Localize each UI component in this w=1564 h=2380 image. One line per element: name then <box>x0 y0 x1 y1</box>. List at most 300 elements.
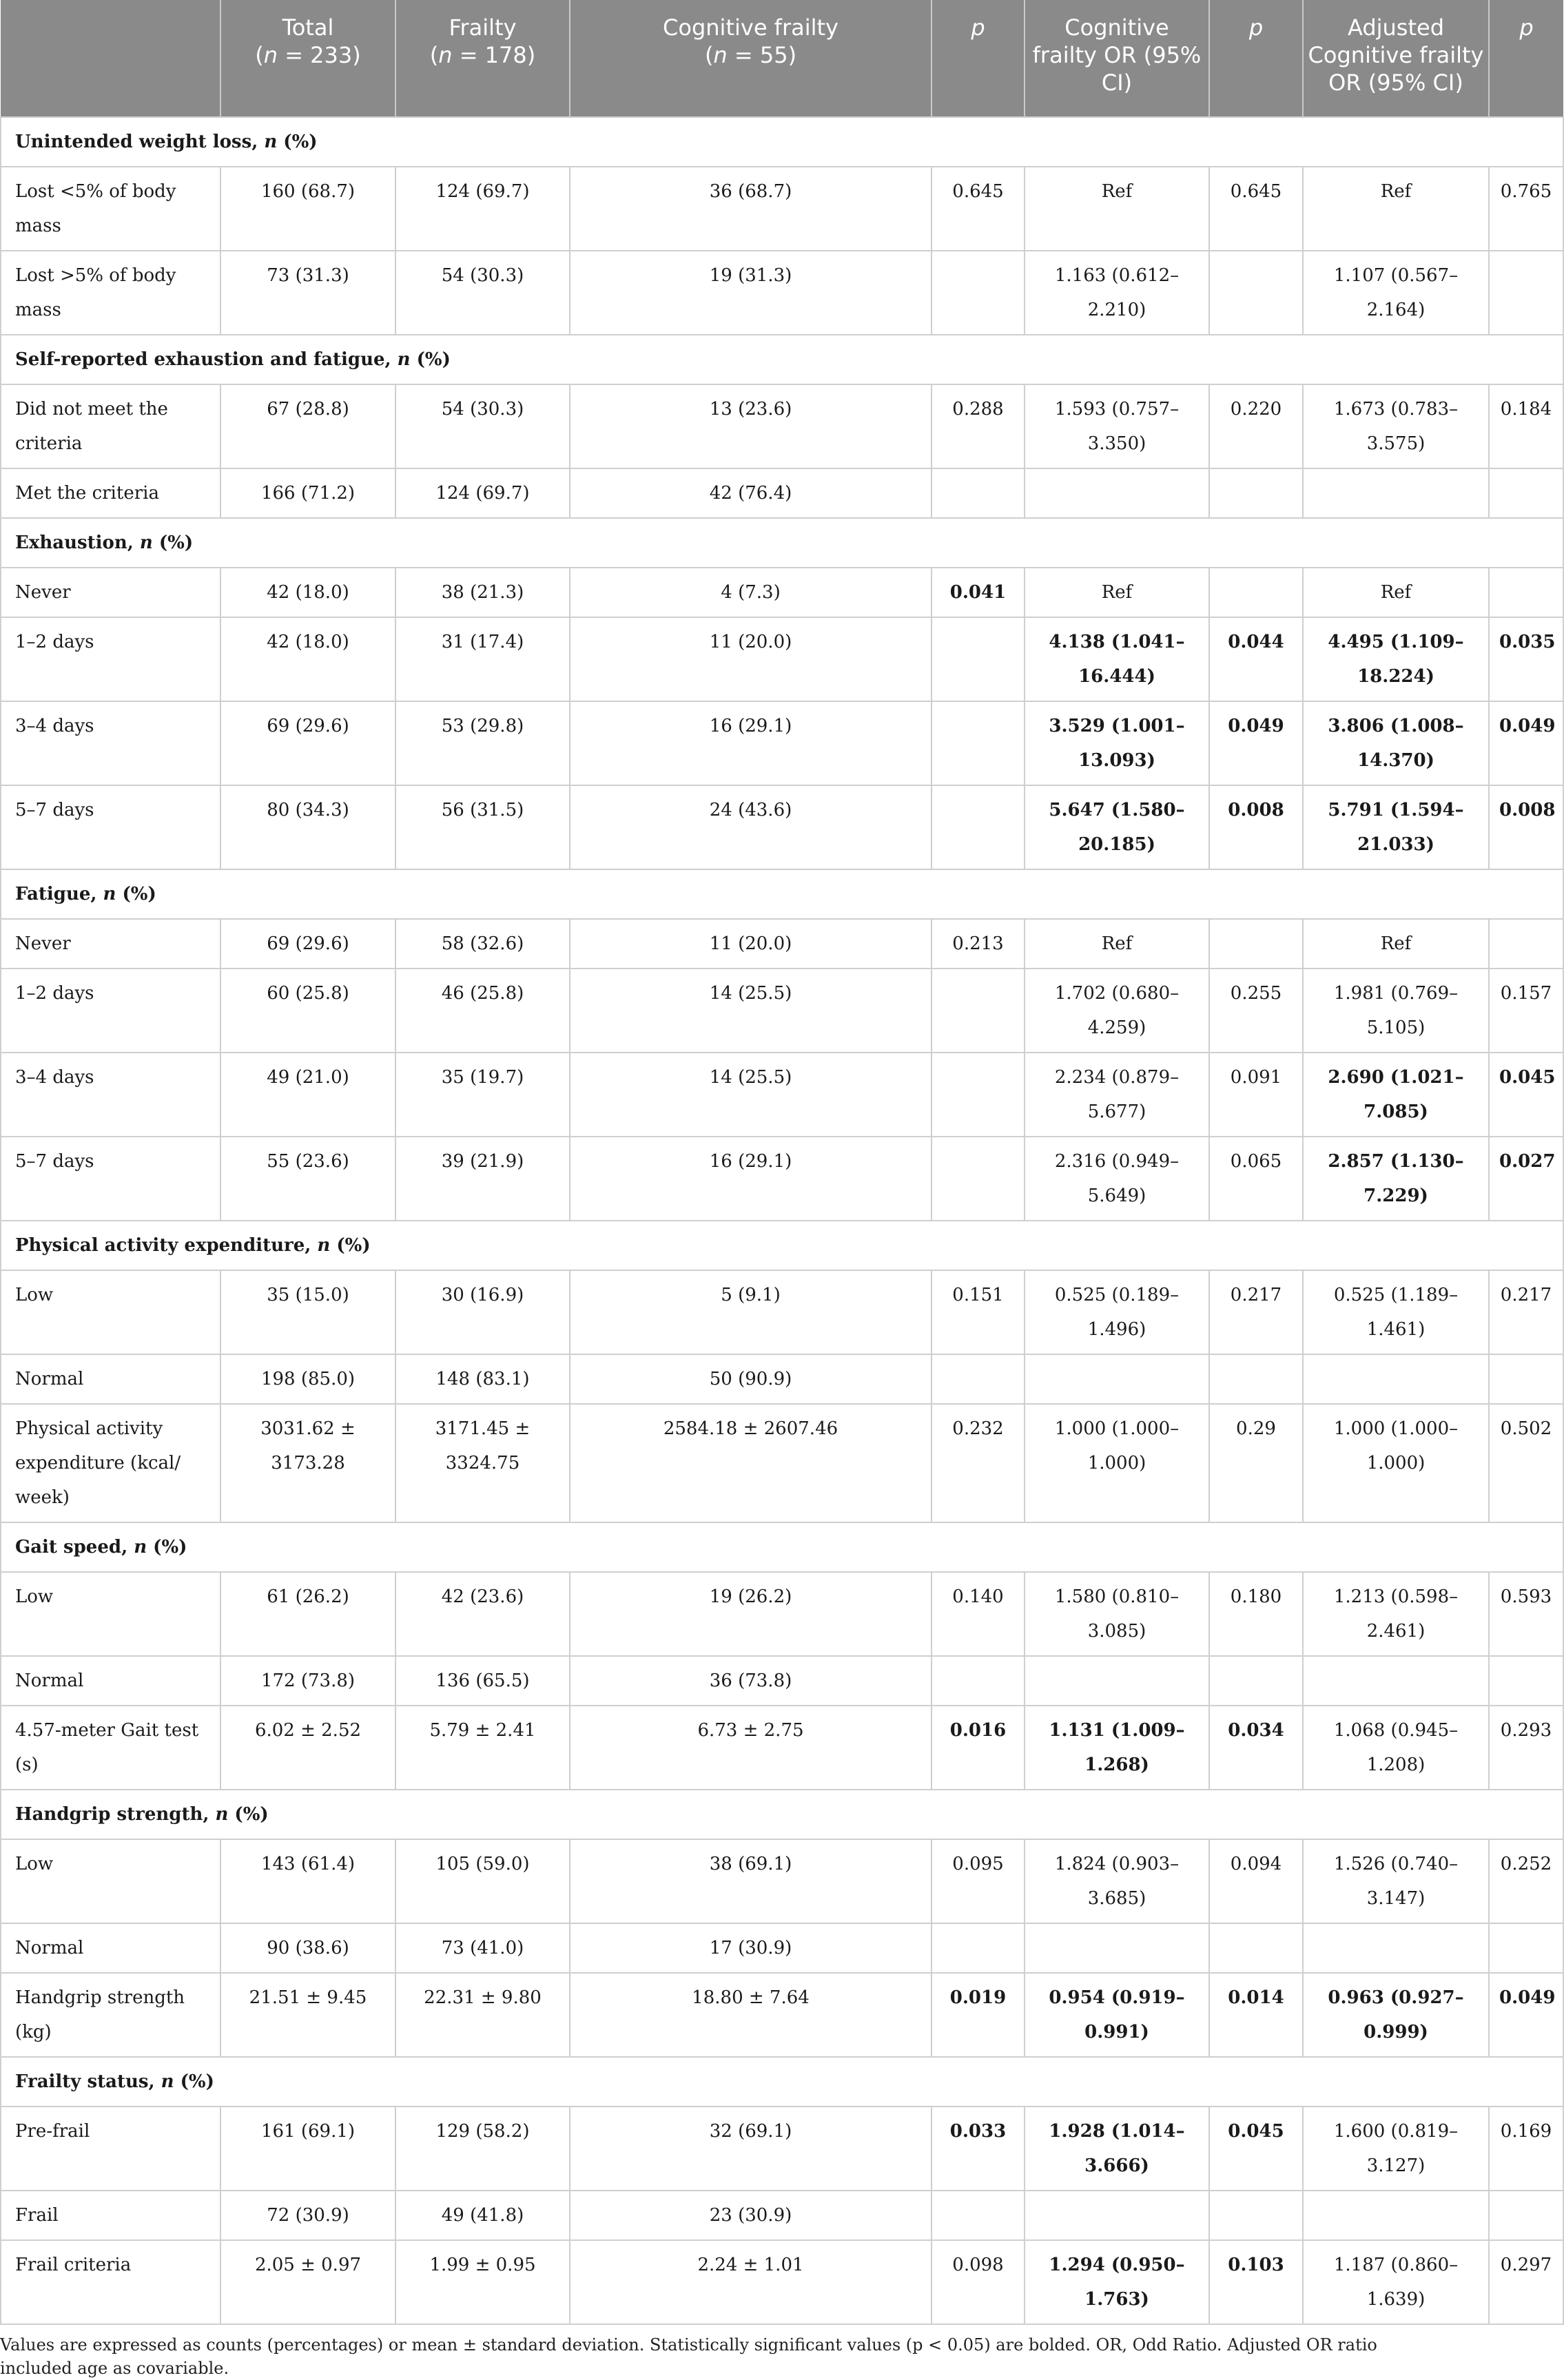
column-header <box>570 0 932 117</box>
cell-or <box>1025 468 1209 518</box>
cell-p2 <box>1209 1354 1303 1404</box>
row-label: Normal <box>1 1923 220 1973</box>
cell-p2 <box>1209 468 1303 518</box>
cell-aor: 1.187 (0.860–1.639) <box>1303 2240 1489 2324</box>
row-label: Frail <box>1 2191 220 2240</box>
cell-frailty: 39 (21.9) <box>395 1137 570 1221</box>
cell-frailty: 54 (30.3) <box>395 251 570 335</box>
row-label: 5–7 days <box>1 785 220 869</box>
cell-cf: 18.80 ± 7.64 <box>570 1973 932 2057</box>
section-header-row <box>1 518 1563 568</box>
row-label: 5–7 days <box>1 1137 220 1221</box>
section-title <box>1 2057 1563 2107</box>
section-header-row <box>1 335 1563 384</box>
column-header <box>395 0 570 117</box>
cell-total: 61 (26.2) <box>220 1572 395 1656</box>
cell-p2: 0.29 <box>1209 1404 1303 1522</box>
cell-aor <box>1303 1656 1489 1706</box>
cell-p3: 0.157 <box>1489 969 1563 1053</box>
cell-frailty: 129 (58.2) <box>395 2107 570 2191</box>
cell-total: 73 (31.3) <box>220 251 395 335</box>
cell-cf: 17 (30.9) <box>570 1923 932 1973</box>
cell-frailty: 49 (41.8) <box>395 2191 570 2240</box>
cell-aor <box>1303 1923 1489 1973</box>
section-header-row <box>1 2057 1563 2107</box>
cell-total: 21.51 ± 9.45 <box>220 1973 395 2057</box>
cell-cf: 19 (26.2) <box>570 1572 932 1656</box>
cell-p3 <box>1489 1656 1563 1706</box>
cell-p2: 0.103 <box>1209 2240 1303 2324</box>
cell-frailty: 105 (59.0) <box>395 1839 570 1923</box>
table-row <box>1 468 1563 518</box>
section-title-part: n <box>139 532 153 553</box>
row-label: 1–2 days <box>1 617 220 701</box>
table-row <box>1 1270 1563 1354</box>
section-title <box>1 1790 1563 1839</box>
cell-or: 2.234 (0.879–5.677) <box>1025 1053 1209 1137</box>
cell-or: 1.824 (0.903–3.685) <box>1025 1839 1209 1923</box>
cell-p: 0.232 <box>932 1404 1025 1522</box>
cell-aor: 2.857 (1.130–7.229) <box>1303 1137 1489 1221</box>
cell-p3: 0.297 <box>1489 2240 1563 2324</box>
column-header <box>1489 0 1563 117</box>
cell-p3: 0.502 <box>1489 1404 1563 1522</box>
cell-aor <box>1303 2191 1489 2240</box>
table-row <box>1 1839 1563 1923</box>
section-title-part: n <box>264 132 278 152</box>
cell-cf: 2584.18 ± 2607.46 <box>570 1404 932 1522</box>
cell-frailty: 73 (41.0) <box>395 1923 570 1973</box>
cell-p3: 0.293 <box>1489 1706 1563 1790</box>
table-row <box>1 167 1563 251</box>
section-title-part: (%) <box>330 1235 371 1256</box>
cell-or: 1.131 (1.009–1.268) <box>1025 1706 1209 1790</box>
cell-frailty: 31 (17.4) <box>395 617 570 701</box>
section-title-part: n <box>161 2071 174 2092</box>
row-label: Low <box>1 1572 220 1656</box>
section-title-part: n <box>317 1235 331 1256</box>
cell-aor: 1.526 (0.740–3.147) <box>1303 1839 1489 1923</box>
section-title <box>1 1522 1563 1572</box>
cell-or: 1.000 (1.000–1.000) <box>1025 1404 1209 1522</box>
cell-frailty: 3171.45 ± 3324.75 <box>395 1404 570 1522</box>
column-header-n: (n = 233) <box>255 42 361 68</box>
cell-total: 60 (25.8) <box>220 969 395 1053</box>
section-header-row <box>1 117 1563 167</box>
section-title-part: Physical activity expenditure, <box>15 1235 318 1256</box>
cell-cf: 16 (29.1) <box>570 701 932 785</box>
column-header <box>1 0 220 117</box>
section-title <box>1 518 1563 568</box>
row-label: 3–4 days <box>1 1053 220 1137</box>
cell-p2: 0.180 <box>1209 1572 1303 1656</box>
cell-p2: 0.049 <box>1209 701 1303 785</box>
cell-or <box>1025 1923 1209 1973</box>
cell-or: 1.702 (0.680–4.259) <box>1025 969 1209 1053</box>
table-row <box>1 1706 1563 1790</box>
table-row <box>1 2240 1563 2324</box>
section-title-part: Exhaustion, <box>15 532 140 553</box>
cell-cf: 42 (76.4) <box>570 468 932 518</box>
cell-p2: 0.045 <box>1209 2107 1303 2191</box>
cell-frailty: 53 (29.8) <box>395 701 570 785</box>
cell-p3 <box>1489 919 1563 969</box>
cell-aor: 1.000 (1.000–1.000) <box>1303 1404 1489 1522</box>
table-row <box>1 919 1563 969</box>
section-title-part: Frailty status, <box>15 2071 161 2092</box>
cell-p2 <box>1209 251 1303 335</box>
row-label: Pre-frail <box>1 2107 220 2191</box>
cell-frailty: 5.79 ± 2.41 <box>395 1706 570 1790</box>
cell-or: 3.529 (1.001–13.093) <box>1025 701 1209 785</box>
cell-p2: 0.008 <box>1209 785 1303 869</box>
cell-cf: 2.24 ± 1.01 <box>570 2240 932 2324</box>
cell-frailty: 124 (69.7) <box>395 468 570 518</box>
cell-frailty: 56 (31.5) <box>395 785 570 869</box>
cell-p3: 0.765 <box>1489 167 1563 251</box>
cell-p3: 0.169 <box>1489 2107 1563 2191</box>
cell-total: 166 (71.2) <box>220 468 395 518</box>
column-header-label: Cognitive frailty OR (95% CI) <box>1032 14 1202 96</box>
table-row <box>1 617 1563 701</box>
cell-or: 1.928 (1.014–3.666) <box>1025 2107 1209 2191</box>
section-title <box>1 117 1563 167</box>
cell-or: 5.647 (1.580–20.185) <box>1025 785 1209 869</box>
cell-p <box>932 1053 1025 1137</box>
section-title-part: (%) <box>116 884 156 904</box>
row-label: Never <box>1 919 220 969</box>
row-label: Normal <box>1 1656 220 1706</box>
cell-cf: 14 (25.5) <box>570 1053 932 1137</box>
cell-p3: 0.252 <box>1489 1839 1563 1923</box>
section-title-part: (%) <box>228 1804 269 1825</box>
cell-or <box>1025 1354 1209 1404</box>
section-title-part: n <box>215 1804 229 1825</box>
cell-or: 4.138 (1.041–16.444) <box>1025 617 1209 701</box>
cell-frailty: 58 (32.6) <box>395 919 570 969</box>
section-title-part: (%) <box>147 1537 187 1558</box>
cell-p2: 0.091 <box>1209 1053 1303 1137</box>
cell-p2 <box>1209 2191 1303 2240</box>
table-row <box>1 1656 1563 1706</box>
cell-aor <box>1303 468 1489 518</box>
table-row <box>1 1053 1563 1137</box>
cell-p3: 0.008 <box>1489 785 1563 869</box>
column-header-label: p <box>971 14 985 41</box>
cell-p2 <box>1209 568 1303 617</box>
cell-p2 <box>1209 919 1303 969</box>
row-label: Lost >5% of body mass <box>1 251 220 335</box>
cell-frailty: 22.31 ± 9.80 <box>395 1973 570 2057</box>
cell-p2: 0.065 <box>1209 1137 1303 1221</box>
cell-or: Ref <box>1025 167 1209 251</box>
cell-total: 69 (29.6) <box>220 919 395 969</box>
cell-total: 55 (23.6) <box>220 1137 395 1221</box>
cell-total: 90 (38.6) <box>220 1923 395 1973</box>
cell-p2: 0.220 <box>1209 384 1303 468</box>
section-title-part: Gait speed, <box>15 1537 134 1558</box>
cell-cf: 6.73 ± 2.75 <box>570 1706 932 1790</box>
column-header <box>220 0 395 117</box>
cell-p3: 0.217 <box>1489 1270 1563 1354</box>
cell-cf: 36 (68.7) <box>570 167 932 251</box>
column-header-label: p <box>1248 14 1264 41</box>
cell-aor: 1.107 (0.567–2.164) <box>1303 251 1489 335</box>
section-title-part: (%) <box>174 2071 214 2092</box>
column-header-n: (n = 55) <box>704 42 797 68</box>
row-label: Did not meet the criteria <box>1 384 220 468</box>
cell-or: 0.954 (0.919–0.991) <box>1025 1973 1209 2057</box>
cell-p3 <box>1489 1923 1563 1973</box>
cell-total: 6.02 ± 2.52 <box>220 1706 395 1790</box>
cell-total: 3031.62 ± 3173.28 <box>220 1404 395 1522</box>
cell-aor: 1.213 (0.598–2.461) <box>1303 1572 1489 1656</box>
cell-aor: 4.495 (1.109–18.224) <box>1303 617 1489 701</box>
cell-total: 160 (68.7) <box>220 167 395 251</box>
cell-p3: 0.027 <box>1489 1137 1563 1221</box>
cell-p: 0.645 <box>932 167 1025 251</box>
table-row <box>1 1572 1563 1656</box>
row-label: 4.57-meter Gait test (s) <box>1 1706 220 1790</box>
cell-p2: 0.034 <box>1209 1706 1303 1790</box>
section-title-part: (%) <box>152 532 194 553</box>
cell-aor <box>1303 1354 1489 1404</box>
table-row <box>1 1923 1563 1973</box>
cell-p: 0.041 <box>932 568 1025 617</box>
table-row <box>1 2107 1563 2191</box>
column-header <box>1209 0 1303 117</box>
cell-p3: 0.184 <box>1489 384 1563 468</box>
cell-p3: 0.049 <box>1489 1973 1563 2057</box>
cell-p: 0.019 <box>932 1973 1025 2057</box>
cell-p <box>932 701 1025 785</box>
row-label: Frail criteria <box>1 2240 220 2324</box>
cell-or: 1.593 (0.757–3.350) <box>1025 384 1209 468</box>
cell-total: 69 (29.6) <box>220 701 395 785</box>
cell-cf: 13 (23.6) <box>570 384 932 468</box>
cell-cf: 11 (20.0) <box>570 919 932 969</box>
cell-or <box>1025 2191 1209 2240</box>
column-header-label: p <box>1519 14 1534 41</box>
cell-total: 42 (18.0) <box>220 568 395 617</box>
cell-total: 2.05 ± 0.97 <box>220 2240 395 2324</box>
cell-aor: 1.673 (0.783–3.575) <box>1303 384 1489 468</box>
cell-cf: 23 (30.9) <box>570 2191 932 2240</box>
cell-p3 <box>1489 1354 1563 1404</box>
cell-aor: 1.981 (0.769–5.105) <box>1303 969 1489 1053</box>
cell-p <box>932 251 1025 335</box>
row-label: Lost <5% of body mass <box>1 167 220 251</box>
table-header-row <box>1 0 1563 117</box>
cell-p <box>932 1354 1025 1404</box>
cell-p3 <box>1489 251 1563 335</box>
cell-p2 <box>1209 1656 1303 1706</box>
cell-total: 67 (28.8) <box>220 384 395 468</box>
cell-or: 1.580 (0.810–3.085) <box>1025 1572 1209 1656</box>
cell-p2: 0.217 <box>1209 1270 1303 1354</box>
section-title-part: Fatigue, <box>15 884 103 904</box>
cell-p2: 0.044 <box>1209 617 1303 701</box>
cell-p: 0.288 <box>932 384 1025 468</box>
cell-p <box>932 1656 1025 1706</box>
cell-cf: 19 (31.3) <box>570 251 932 335</box>
cell-p <box>932 785 1025 869</box>
cell-frailty: 42 (23.6) <box>395 1572 570 1656</box>
cell-p2 <box>1209 1923 1303 1973</box>
table-row <box>1 251 1563 335</box>
table-row <box>1 1137 1563 1221</box>
cell-aor: 0.963 (0.927–0.999) <box>1303 1973 1489 2057</box>
cell-or: 1.294 (0.950–1.763) <box>1025 2240 1209 2324</box>
row-label: Physical activity expenditure (kcal/ week) <box>1 1404 220 1522</box>
cell-or: 2.316 (0.949–5.649) <box>1025 1137 1209 1221</box>
cell-total: 72 (30.9) <box>220 2191 395 2240</box>
cell-p2: 0.014 <box>1209 1973 1303 2057</box>
cell-p2: 0.094 <box>1209 1839 1303 1923</box>
section-title-part: Self-reported exhaustion and fatigue, <box>15 349 398 370</box>
cell-p <box>932 2191 1025 2240</box>
cell-or: Ref <box>1025 568 1209 617</box>
cell-cf: 24 (43.6) <box>570 785 932 869</box>
cell-p: 0.098 <box>932 2240 1025 2324</box>
cell-p3: 0.035 <box>1489 617 1563 701</box>
cell-p3: 0.593 <box>1489 1572 1563 1656</box>
table-body <box>1 117 1563 2324</box>
column-header-label: Adjusted Cognitive frailty OR (95% CI) <box>1308 14 1484 96</box>
cell-cf: 50 (90.9) <box>570 1354 932 1404</box>
column-header <box>1303 0 1489 117</box>
cell-p: 0.213 <box>932 919 1025 969</box>
column-header-label: Frailty <box>449 14 517 41</box>
section-title-part: n <box>103 884 116 904</box>
section-title <box>1 335 1563 384</box>
section-header-row <box>1 869 1563 919</box>
cell-p <box>932 617 1025 701</box>
cell-or: 1.163 (0.612–2.210) <box>1025 251 1209 335</box>
cell-frailty: 54 (30.3) <box>395 384 570 468</box>
cell-p3 <box>1489 568 1563 617</box>
cell-p <box>932 969 1025 1053</box>
cell-cf: 4 (7.3) <box>570 568 932 617</box>
cell-cf: 14 (25.5) <box>570 969 932 1053</box>
section-header-row <box>1 1221 1563 1270</box>
cell-aor: 0.525 (1.189–1.461) <box>1303 1270 1489 1354</box>
cell-aor: 5.791 (1.594–21.033) <box>1303 785 1489 869</box>
cell-aor: Ref <box>1303 568 1489 617</box>
section-title <box>1 1221 1563 1270</box>
section-title-part: Unintended weight loss, <box>15 132 265 152</box>
section-title-part: Handgrip strength, <box>15 1804 216 1825</box>
cell-or: 0.525 (0.189–1.496) <box>1025 1270 1209 1354</box>
cell-p <box>932 468 1025 518</box>
row-label: Never <box>1 568 220 617</box>
cell-total: 35 (15.0) <box>220 1270 395 1354</box>
cell-aor: 1.068 (0.945–1.208) <box>1303 1706 1489 1790</box>
table-row <box>1 568 1563 617</box>
row-label: Met the criteria <box>1 468 220 518</box>
cell-frailty: 148 (83.1) <box>395 1354 570 1404</box>
cell-aor: 3.806 (1.008–14.370) <box>1303 701 1489 785</box>
table-row <box>1 2191 1563 2240</box>
cell-cf: 16 (29.1) <box>570 1137 932 1221</box>
cell-p <box>932 1923 1025 1973</box>
cell-cf: 36 (73.8) <box>570 1656 932 1706</box>
cell-total: 80 (34.3) <box>220 785 395 869</box>
cell-total: 49 (21.0) <box>220 1053 395 1137</box>
cell-p3 <box>1489 468 1563 518</box>
section-title-part: n <box>397 349 411 370</box>
cell-aor: 1.600 (0.819–3.127) <box>1303 2107 1489 2191</box>
cell-total: 161 (69.1) <box>220 2107 395 2191</box>
cell-p: 0.016 <box>932 1706 1025 1790</box>
section-title-part: (%) <box>277 132 318 152</box>
row-label: 1–2 days <box>1 969 220 1053</box>
row-label: Handgrip strength (kg) <box>1 1973 220 2057</box>
cell-p2: 0.255 <box>1209 969 1303 1053</box>
section-title <box>1 869 1563 919</box>
cell-frailty: 46 (25.8) <box>395 969 570 1053</box>
cell-total: 143 (61.4) <box>220 1839 395 1923</box>
table-row <box>1 1354 1563 1404</box>
column-header <box>932 0 1025 117</box>
cell-aor: Ref <box>1303 919 1489 969</box>
cell-aor: Ref <box>1303 167 1489 251</box>
column-header-label: Total <box>282 14 334 41</box>
cell-p: 0.140 <box>932 1572 1025 1656</box>
cell-frailty: 1.99 ± 0.95 <box>395 2240 570 2324</box>
table-row <box>1 1973 1563 2057</box>
section-header-row <box>1 1790 1563 1839</box>
section-header-row <box>1 1522 1563 1572</box>
table-row <box>1 969 1563 1053</box>
cell-cf: 5 (9.1) <box>570 1270 932 1354</box>
cell-cf: 38 (69.1) <box>570 1839 932 1923</box>
cell-total: 172 (73.8) <box>220 1656 395 1706</box>
cell-p2: 0.645 <box>1209 167 1303 251</box>
cell-total: 42 (18.0) <box>220 617 395 701</box>
cell-aor: 2.690 (1.021–7.085) <box>1303 1053 1489 1137</box>
cell-frailty: 30 (16.9) <box>395 1270 570 1354</box>
table-row <box>1 785 1563 869</box>
cell-p: 0.033 <box>932 2107 1025 2191</box>
cell-p3 <box>1489 2191 1563 2240</box>
cell-frailty: 35 (19.7) <box>395 1053 570 1137</box>
table-footnote: Values are expressed as counts (percentages) or mean ± standard deviation. Statistically significant values (p < 0.05) are bolded. OR, Odd Ratio. Adjusted OR ratio included age as covariable. <box>0 2335 1377 2378</box>
cell-frailty: 38 (21.3) <box>395 568 570 617</box>
table-row <box>1 1404 1563 1522</box>
table-row <box>1 701 1563 785</box>
cell-frailty: 136 (65.5) <box>395 1656 570 1706</box>
cell-p <box>932 1137 1025 1221</box>
cell-p: 0.151 <box>932 1270 1025 1354</box>
cell-p3: 0.045 <box>1489 1053 1563 1137</box>
row-label: 3–4 days <box>1 701 220 785</box>
column-header-label: Cognitive frailty <box>663 14 838 41</box>
table-row <box>1 384 1563 468</box>
cell-p3: 0.049 <box>1489 701 1563 785</box>
cell-or <box>1025 1656 1209 1706</box>
row-label: Low <box>1 1839 220 1923</box>
column-header-n: (n = 178) <box>429 42 536 68</box>
cell-p: 0.095 <box>932 1839 1025 1923</box>
cell-or: Ref <box>1025 919 1209 969</box>
column-header <box>1025 0 1209 117</box>
section-title-part: (%) <box>410 349 451 370</box>
cell-total: 198 (85.0) <box>220 1354 395 1404</box>
section-title-part: n <box>134 1537 147 1558</box>
cell-frailty: 124 (69.7) <box>395 167 570 251</box>
cell-cf: 11 (20.0) <box>570 617 932 701</box>
